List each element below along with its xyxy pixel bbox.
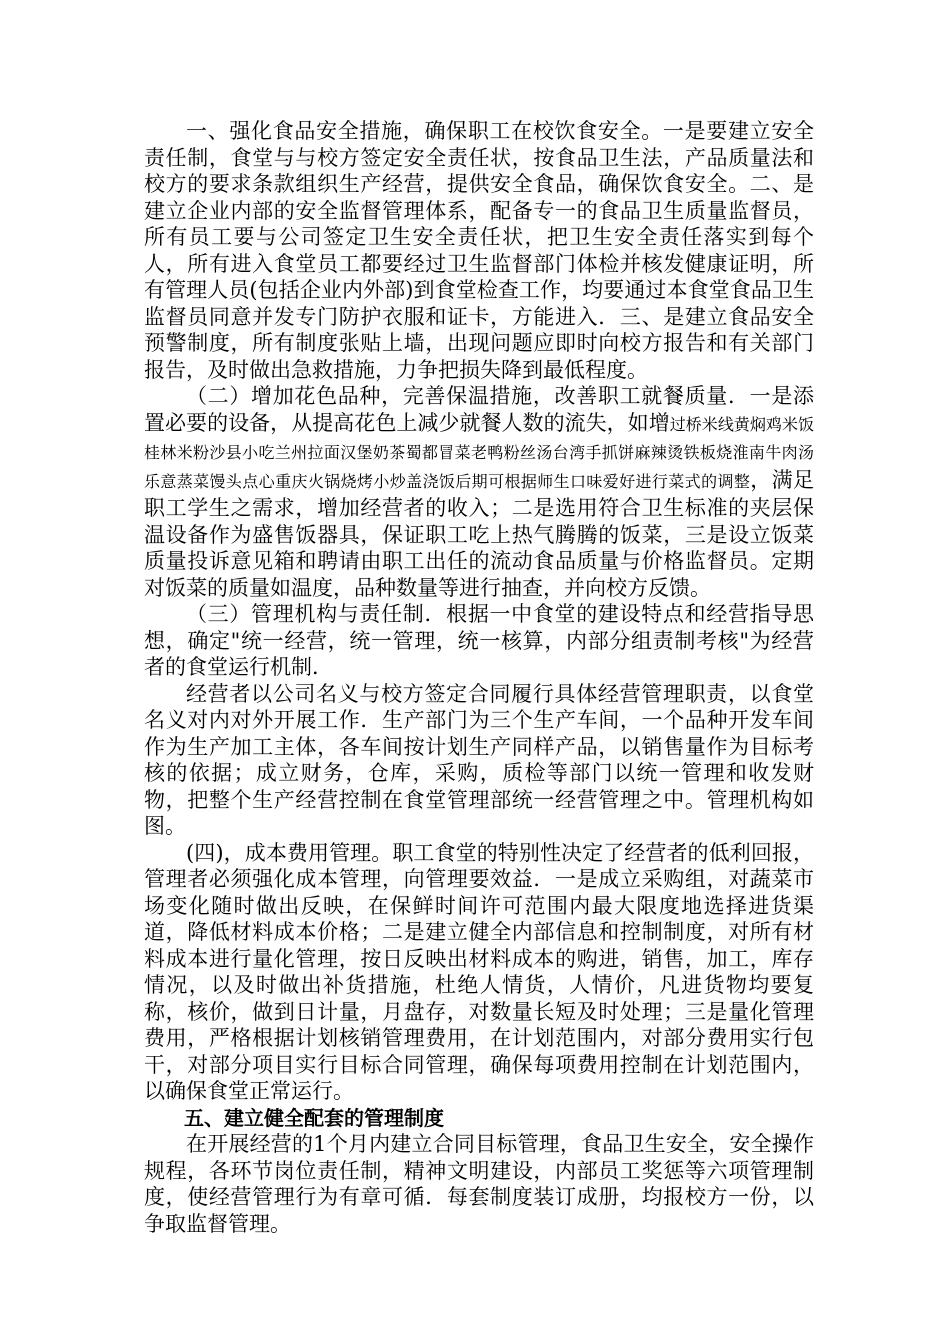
paragraph-management-structure: （三）管理机构与责任制．根据一中食堂的建设特点和经营指导思想，确定"统一经营，统一管理，统一核算，内部分组责制考核"为经营者的食堂运行机制． [144,602,814,679]
paragraph-cost-management: (四)，成本费用管理。职工食堂的特别性决定了经营者的低利回报，管理者必须强化成本管理，向管理要效益．一是成立采购组，对蔬菜市场变化随时做出反映，在保鲜时间许可范围内最大限度地选择进货渠道，降低材料成本价格；二是建立健全内部信息和控制制度，对所有材料成本进行量化管理，按日反映出材料成本的购进，销售，加工，库存情况，以及时做出补货措施，杜绝人情货，人情价，凡进货物均要复称，核价，做到日计量，月盘存，对数量长短及时处理；三是量化管理费用，严格根据计划核销管理费用，在计划范围内，对部分费用实行包干，对部分项目实行目标合同管理，确保每项费用控制在计划范围内，以确保食堂正常运行。 [144,840,814,1103]
paragraph-variety-menu-list: 过桥米线黄焖鸡米饭桂林米粉沙县小吃兰州拉面汉堡奶茶蜀都冒菜老鸭粉丝汤台湾手抓饼麻辣烫铁板烧淮南牛肉汤乐意蒸菜馒头点心重庆火锅烧烤小炒盖浇饭后期可根据师生口味爱好进行菜式的调整 [144,414,814,491]
paragraph-variety-rest: ，满足职工学生之需求，增加经营者的收入；二是选用符合卫生标准的夹层保温设备作为盛售饭器具，保证职工吃上热气腾腾的饭菜，三是设立饭菜质量投诉意见箱和聘请由职工出任的流动食品质量与价格监督员。定期对饭菜的质量如温度，品种数量等进行抽查，并向校方反馈。 [144,467,814,600]
paragraph-management-rules: 在开展经营的1个月内建立合同目标管理，食品卫生安全，安全操作规程，各环节岗位责任制，精神文明建设，内部员工奖惩等六项管理制度，使经营管理行为有章可循．每套制度装订成册，均报校方一份，以争取监督管理。 [144,1132,814,1236]
paragraph-food-safety: 一、强化食品安全措施，确保职工在校饮食安全。一是要建立安全责任制，食堂与与校方签定安全责任状，按食品卫生法，产品质量法和校方的要求条款组织生产经营，提供安全食品，确保饮食安全。二、是建立企业内部的安全监督管理体系，配备专一的食品卫生质量监督员，所有员工要与公司签定卫生安全责任状，把卫生安全责任落实到每个人，所有进入食堂员工都要经过卫生监督部门体检并核发健康证明，所有管理人员(包括企业内外部)到食堂检查工作，均要通过本食堂食品卫生监督员同意并发专门防护衣服和证卡，方能进入．三、是建立食品安全预警制度，所有制度张贴上墙，出现问题应即时向校方报告和有关部门报告，及时做出急救措施，力争把损失降到最低程度。 [144,119,814,382]
document-body [144,118,814,1237]
paragraph-variety-and-warming [144,383,814,601]
paragraph-variety-intro: （二）增加花色品种，完善保温措施，改善职工就餐质量．一是添置必要的设备，从提高花色上减少就餐人数的流失，如增 [144,384,814,435]
paragraph-operator-duties: 经营者以公司名义与校方签定合同履行具体经营管理职责，以食堂名义对内对外开展工作．生产部门为三个生产车间，一个品种开发车间作为生产加工主体，各车间按计划生产同样产品，以销售量作为目标考核的依据；成立财务，仓库，采购，质检等部门以统一管理和收发财物，把整个生产经营控制在食堂管理部统一经营管理之中。管理机构如图。 [144,681,814,838]
section-heading-management-rules: 五、建立健全配套的管理制度 [184,1105,444,1130]
